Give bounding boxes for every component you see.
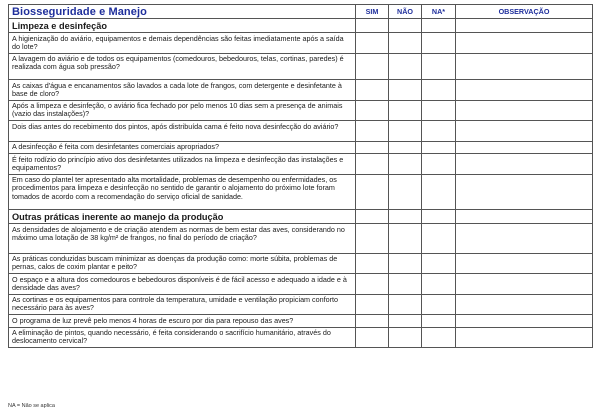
column-header-nao: NÃO xyxy=(389,5,422,19)
observation-field[interactable] xyxy=(456,224,593,254)
answer-nao-checkbox[interactable] xyxy=(389,327,422,348)
section-title: Limpeza e desinfeção xyxy=(9,19,356,33)
section-na-cell xyxy=(422,210,456,224)
answer-sim-checkbox[interactable] xyxy=(356,100,389,121)
answer-sim-checkbox[interactable] xyxy=(356,327,389,348)
checklist-row xyxy=(9,141,593,154)
answer-nao-checkbox[interactable] xyxy=(389,154,422,175)
document-title: Biosseguridade e Manejo xyxy=(9,5,356,19)
answer-na-checkbox[interactable] xyxy=(422,253,456,274)
section-na-cell xyxy=(422,19,456,33)
answer-na-checkbox[interactable] xyxy=(422,80,456,101)
section-sim-cell xyxy=(356,210,389,224)
section-header-row xyxy=(9,19,593,33)
answer-sim-checkbox[interactable] xyxy=(356,274,389,295)
answer-na-checkbox[interactable] xyxy=(422,100,456,121)
answer-nao-checkbox[interactable] xyxy=(389,224,422,254)
observation-field[interactable] xyxy=(456,121,593,142)
answer-na-checkbox[interactable] xyxy=(422,33,456,54)
section-sim-cell xyxy=(356,19,389,33)
column-header-observacao: OBSERVAÇÃO xyxy=(456,5,593,19)
answer-nao-checkbox[interactable] xyxy=(389,294,422,315)
answer-nao-checkbox[interactable] xyxy=(389,80,422,101)
answer-sim-checkbox[interactable] xyxy=(356,33,389,54)
answer-nao-checkbox[interactable] xyxy=(389,174,422,210)
checklist-row xyxy=(9,294,593,315)
observation-field[interactable] xyxy=(456,327,593,348)
checklist-row xyxy=(9,315,593,328)
answer-nao-checkbox[interactable] xyxy=(389,100,422,121)
question-text: Após a limpeza e desinfeção, o aviário fica fechado por pelo menos 10 dias sem a presença de animais (vazio das instalações)? xyxy=(9,100,356,121)
checklist-row xyxy=(9,174,593,210)
question-text: As práticas conduzidas buscam minimizar as doenças da produção como: morte súbita, problemas de pernas, calos de coxim plantar e peito? xyxy=(9,253,356,274)
observation-field[interactable] xyxy=(456,53,593,80)
question-text: O programa de luz prevê pelo menos 4 horas de escuro por dia para repouso das aves? xyxy=(9,315,356,328)
observation-field[interactable] xyxy=(456,274,593,295)
observation-field[interactable] xyxy=(456,294,593,315)
answer-na-checkbox[interactable] xyxy=(422,53,456,80)
checklist-row xyxy=(9,121,593,142)
answer-sim-checkbox[interactable] xyxy=(356,121,389,142)
header-row xyxy=(9,5,593,19)
answer-nao-checkbox[interactable] xyxy=(389,274,422,295)
answer-nao-checkbox[interactable] xyxy=(389,141,422,154)
checklist-row xyxy=(9,100,593,121)
question-text: A eliminação de pintos, quando necessário, é feita considerando o sacrifício humanitário, através do deslocamento cervical? xyxy=(9,327,356,348)
observation-field[interactable] xyxy=(456,141,593,154)
answer-na-checkbox[interactable] xyxy=(422,294,456,315)
column-header-na: NA* xyxy=(422,5,456,19)
observation-field[interactable] xyxy=(456,100,593,121)
section-nao-cell xyxy=(389,19,422,33)
question-text: Dois dias antes do recebimento dos pintos, após distribuída cama é feito nova desinfecção do aviário? xyxy=(9,121,356,142)
checklist-row xyxy=(9,33,593,54)
section-title: Outras práticas inerente ao manejo da produção xyxy=(9,210,356,224)
answer-nao-checkbox[interactable] xyxy=(389,121,422,142)
answer-sim-checkbox[interactable] xyxy=(356,315,389,328)
footnote: NA = Não se aplica xyxy=(8,403,55,409)
question-text: As cortinas e os equipamentos para controle da temperatura, umidade e ventilação propiciam conforto necessário para às aves? xyxy=(9,294,356,315)
section-nao-cell xyxy=(389,210,422,224)
answer-sim-checkbox[interactable] xyxy=(356,53,389,80)
section-observacao-cell xyxy=(456,19,593,33)
observation-field[interactable] xyxy=(456,174,593,210)
checklist-row xyxy=(9,327,593,348)
answer-na-checkbox[interactable] xyxy=(422,327,456,348)
observation-field[interactable] xyxy=(456,253,593,274)
question-text: As caixas d'água e encanamentos são lavados a cada lote de frangos, com detergente e desinfetante à base de cloro? xyxy=(9,80,356,101)
answer-na-checkbox[interactable] xyxy=(422,174,456,210)
checklist-row xyxy=(9,80,593,101)
question-text: As densidades de alojamento e de criação atendem as normas de bem estar das aves, considerando no máximo uma lotação de 38 kg/m² de frangos, no final do período de criação? xyxy=(9,224,356,254)
question-text: A higienização do aviário, equipamentos e demais dependências são feitas imediatamente após a saída do lote? xyxy=(9,33,356,54)
answer-sim-checkbox[interactable] xyxy=(356,174,389,210)
observation-field[interactable] xyxy=(456,33,593,54)
question-text: A lavagem do aviário e de todos os equipamentos (comedouros, bebedouros, telas, cortinas, paredes) é realizada com água sob pressão? xyxy=(9,53,356,80)
question-text: A desinfecção é feita com desinfetantes comerciais apropriados? xyxy=(9,141,356,154)
column-header-sim: SIM xyxy=(356,5,389,19)
checklist-row xyxy=(9,274,593,295)
answer-sim-checkbox[interactable] xyxy=(356,294,389,315)
answer-na-checkbox[interactable] xyxy=(422,141,456,154)
answer-sim-checkbox[interactable] xyxy=(356,141,389,154)
checklist-row xyxy=(9,224,593,254)
answer-nao-checkbox[interactable] xyxy=(389,253,422,274)
answer-na-checkbox[interactable] xyxy=(422,224,456,254)
observation-field[interactable] xyxy=(456,315,593,328)
answer-sim-checkbox[interactable] xyxy=(356,224,389,254)
checklist-table xyxy=(8,4,593,348)
answer-nao-checkbox[interactable] xyxy=(389,33,422,54)
observation-field[interactable] xyxy=(456,154,593,175)
observation-field[interactable] xyxy=(456,80,593,101)
answer-sim-checkbox[interactable] xyxy=(356,154,389,175)
answer-na-checkbox[interactable] xyxy=(422,121,456,142)
answer-nao-checkbox[interactable] xyxy=(389,53,422,80)
answer-nao-checkbox[interactable] xyxy=(389,315,422,328)
checklist-row xyxy=(9,253,593,274)
question-text: Em caso do plantel ter apresentado alta mortalidade, problemas de desempenho ou enfermidades, os procedimentos para limpeza e desinfecção no sentido de garantir o alojamento do próximo lote foram tomados de acordo com a recomendação do serviço oficial de sanidade. xyxy=(9,174,356,210)
answer-sim-checkbox[interactable] xyxy=(356,80,389,101)
section-observacao-cell xyxy=(456,210,593,224)
answer-na-checkbox[interactable] xyxy=(422,274,456,295)
checklist-row xyxy=(9,53,593,80)
section-header-row xyxy=(9,210,593,224)
checklist-sheet xyxy=(8,4,592,348)
answer-na-checkbox[interactable] xyxy=(422,315,456,328)
answer-na-checkbox[interactable] xyxy=(422,154,456,175)
checklist-row xyxy=(9,154,593,175)
question-text: O espaço e a altura dos comedouros e bebedouros disponíveis é de fácil acesso e adequado a idade e à densidade das aves? xyxy=(9,274,356,295)
question-text: É feito rodízio do princípio ativo dos desinfetantes utilizados na limpeza e desinfecção das instalações e equipamentos? xyxy=(9,154,356,175)
answer-sim-checkbox[interactable] xyxy=(356,253,389,274)
